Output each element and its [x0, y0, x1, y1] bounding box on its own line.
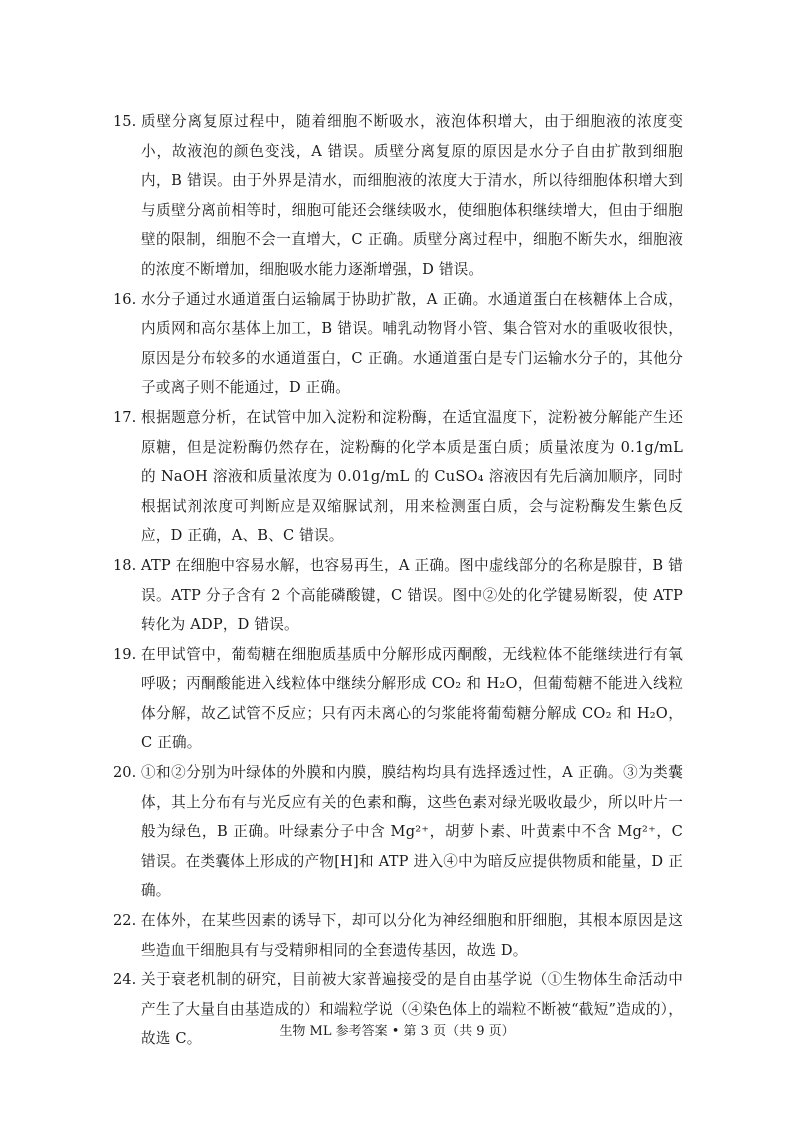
item-text: 根据题意分析，在试管中加入淀粉和淀粉酶，在适宜温度下，淀粉被分解能产生还原糖，但是淀粉酶仍然存在，淀粉酶的化学本质是蛋白质；质量浓度为 0.1g/mL 的 NaOH 溶液和质量浓度为 0.01g/mL 的 CuSO₄ 溶液因有先后滴加顺序，同时根据试剂浓度可判断应是双缩脲试剂，用来检测蛋白质，会与淀粉酶发生紫色反应，D 正确，A、B、C 错误。: [141, 408, 683, 545]
answer-list: [113, 107, 683, 1054]
answer-item-16: [113, 285, 683, 403]
answer-item-22: [113, 906, 683, 965]
answer-item-17: [113, 403, 683, 551]
answer-item-19: [113, 640, 683, 758]
item-text: 质壁分离复原过程中，随着细胞不断吸水，液泡体积增大，由于细胞液的浓度变小，故液泡的颜色变浅，A 错误。质壁分离复原的原因是水分子自由扩散到细胞内，B 错误。由于外界是清水，而细胞液的浓度大于清水，所以待细胞体积增大到与质壁分离前相等时，细胞可能还会继续吸水，使细胞体积继续增大，但由于细胞壁的限制，细胞不会一直增大，C 正确。质壁分离过程中，细胞不断失水，细胞液的浓度不断增加，细胞吸水能力逐渐增强，D 错误。: [141, 113, 683, 278]
item-number: 15.: [113, 113, 137, 130]
item-number: 18.: [113, 556, 137, 574]
item-number: 24.: [113, 971, 137, 989]
answer-item-15: [113, 107, 683, 285]
item-text: ①和②分别为叶绿体的外膜和内膜，膜结构均具有选择透过性，A 正确。③为类囊体，其上分布有与光反应有关的色素和酶，这些色素对绿光吸收最少，所以叶片一般为绿色，B 正确。叶绿素分子中含 Mg²⁺，胡萝卜素、叶黄素中不含 Mg²⁺，C 错误。在类囊体上形成的产物[H]和 ATP 进入④中为暗反应提供物质和能量，D 正确。: [141, 764, 683, 900]
item-text: 水分子通过水通道蛋白运输属于协助扩散，A 正确。水通道蛋白在核糖体上合成，内质网和高尔基体上加工，B 错误。哺乳动物肾小管、集合管对水的重吸收很快，原因是分布较多的水通道蛋白，C 正确。水通道蛋白是专门运输水分子的，其他分子或离子则不能通过，D 正确。: [141, 290, 683, 397]
page-footer: 生物 ML 参考答案 • 第 3 页（共 9 页）: [279, 1024, 515, 1039]
item-number: 19.: [113, 645, 137, 663]
item-number: 16.: [113, 290, 137, 308]
answer-item-20: [113, 758, 683, 906]
answer-item-18: [113, 551, 683, 640]
item-text: ATP 在细胞中容易水解，也容易再生，A 正确。图中虚线部分的名称是腺苷，B 错误。ATP 分子含有 2 个高能磷酸键，C 错误。图中②处的化学键易断裂，使 ATP 转化为 ADP，D 错误。: [141, 556, 683, 634]
item-number: 22.: [113, 912, 137, 930]
item-text: 关于衰老机制的研究，目前被大家普遍接受的是自由基学说（①生物体生命活动中产生了大量自由基造成的）和端粒学说（④染色体上的端粒不断被“截短”造成的），故选 C。: [141, 971, 683, 1048]
item-number: 17.: [113, 408, 137, 426]
item-text: 在甲试管中，葡萄糖在细胞质基质中分解形成丙酮酸，无线粒体不能继续进行有氧呼吸；丙酮酸能进入线粒体中继续分解形成 CO₂ 和 H₂O，但葡萄糖不能进入线粒体分解，故乙试管不反应；只有丙未离心的匀浆能将葡萄糖分解成 CO₂ 和 H₂O，C 正确。: [141, 645, 683, 752]
item-number: 20.: [113, 764, 137, 782]
item-text: 在体外，在某些因素的诱导下，却可以分化为神经细胞和肝细胞，其根本原因是这些造血干细胞具有与受精卵相同的全套遗传基因，故选 D。: [141, 912, 683, 959]
